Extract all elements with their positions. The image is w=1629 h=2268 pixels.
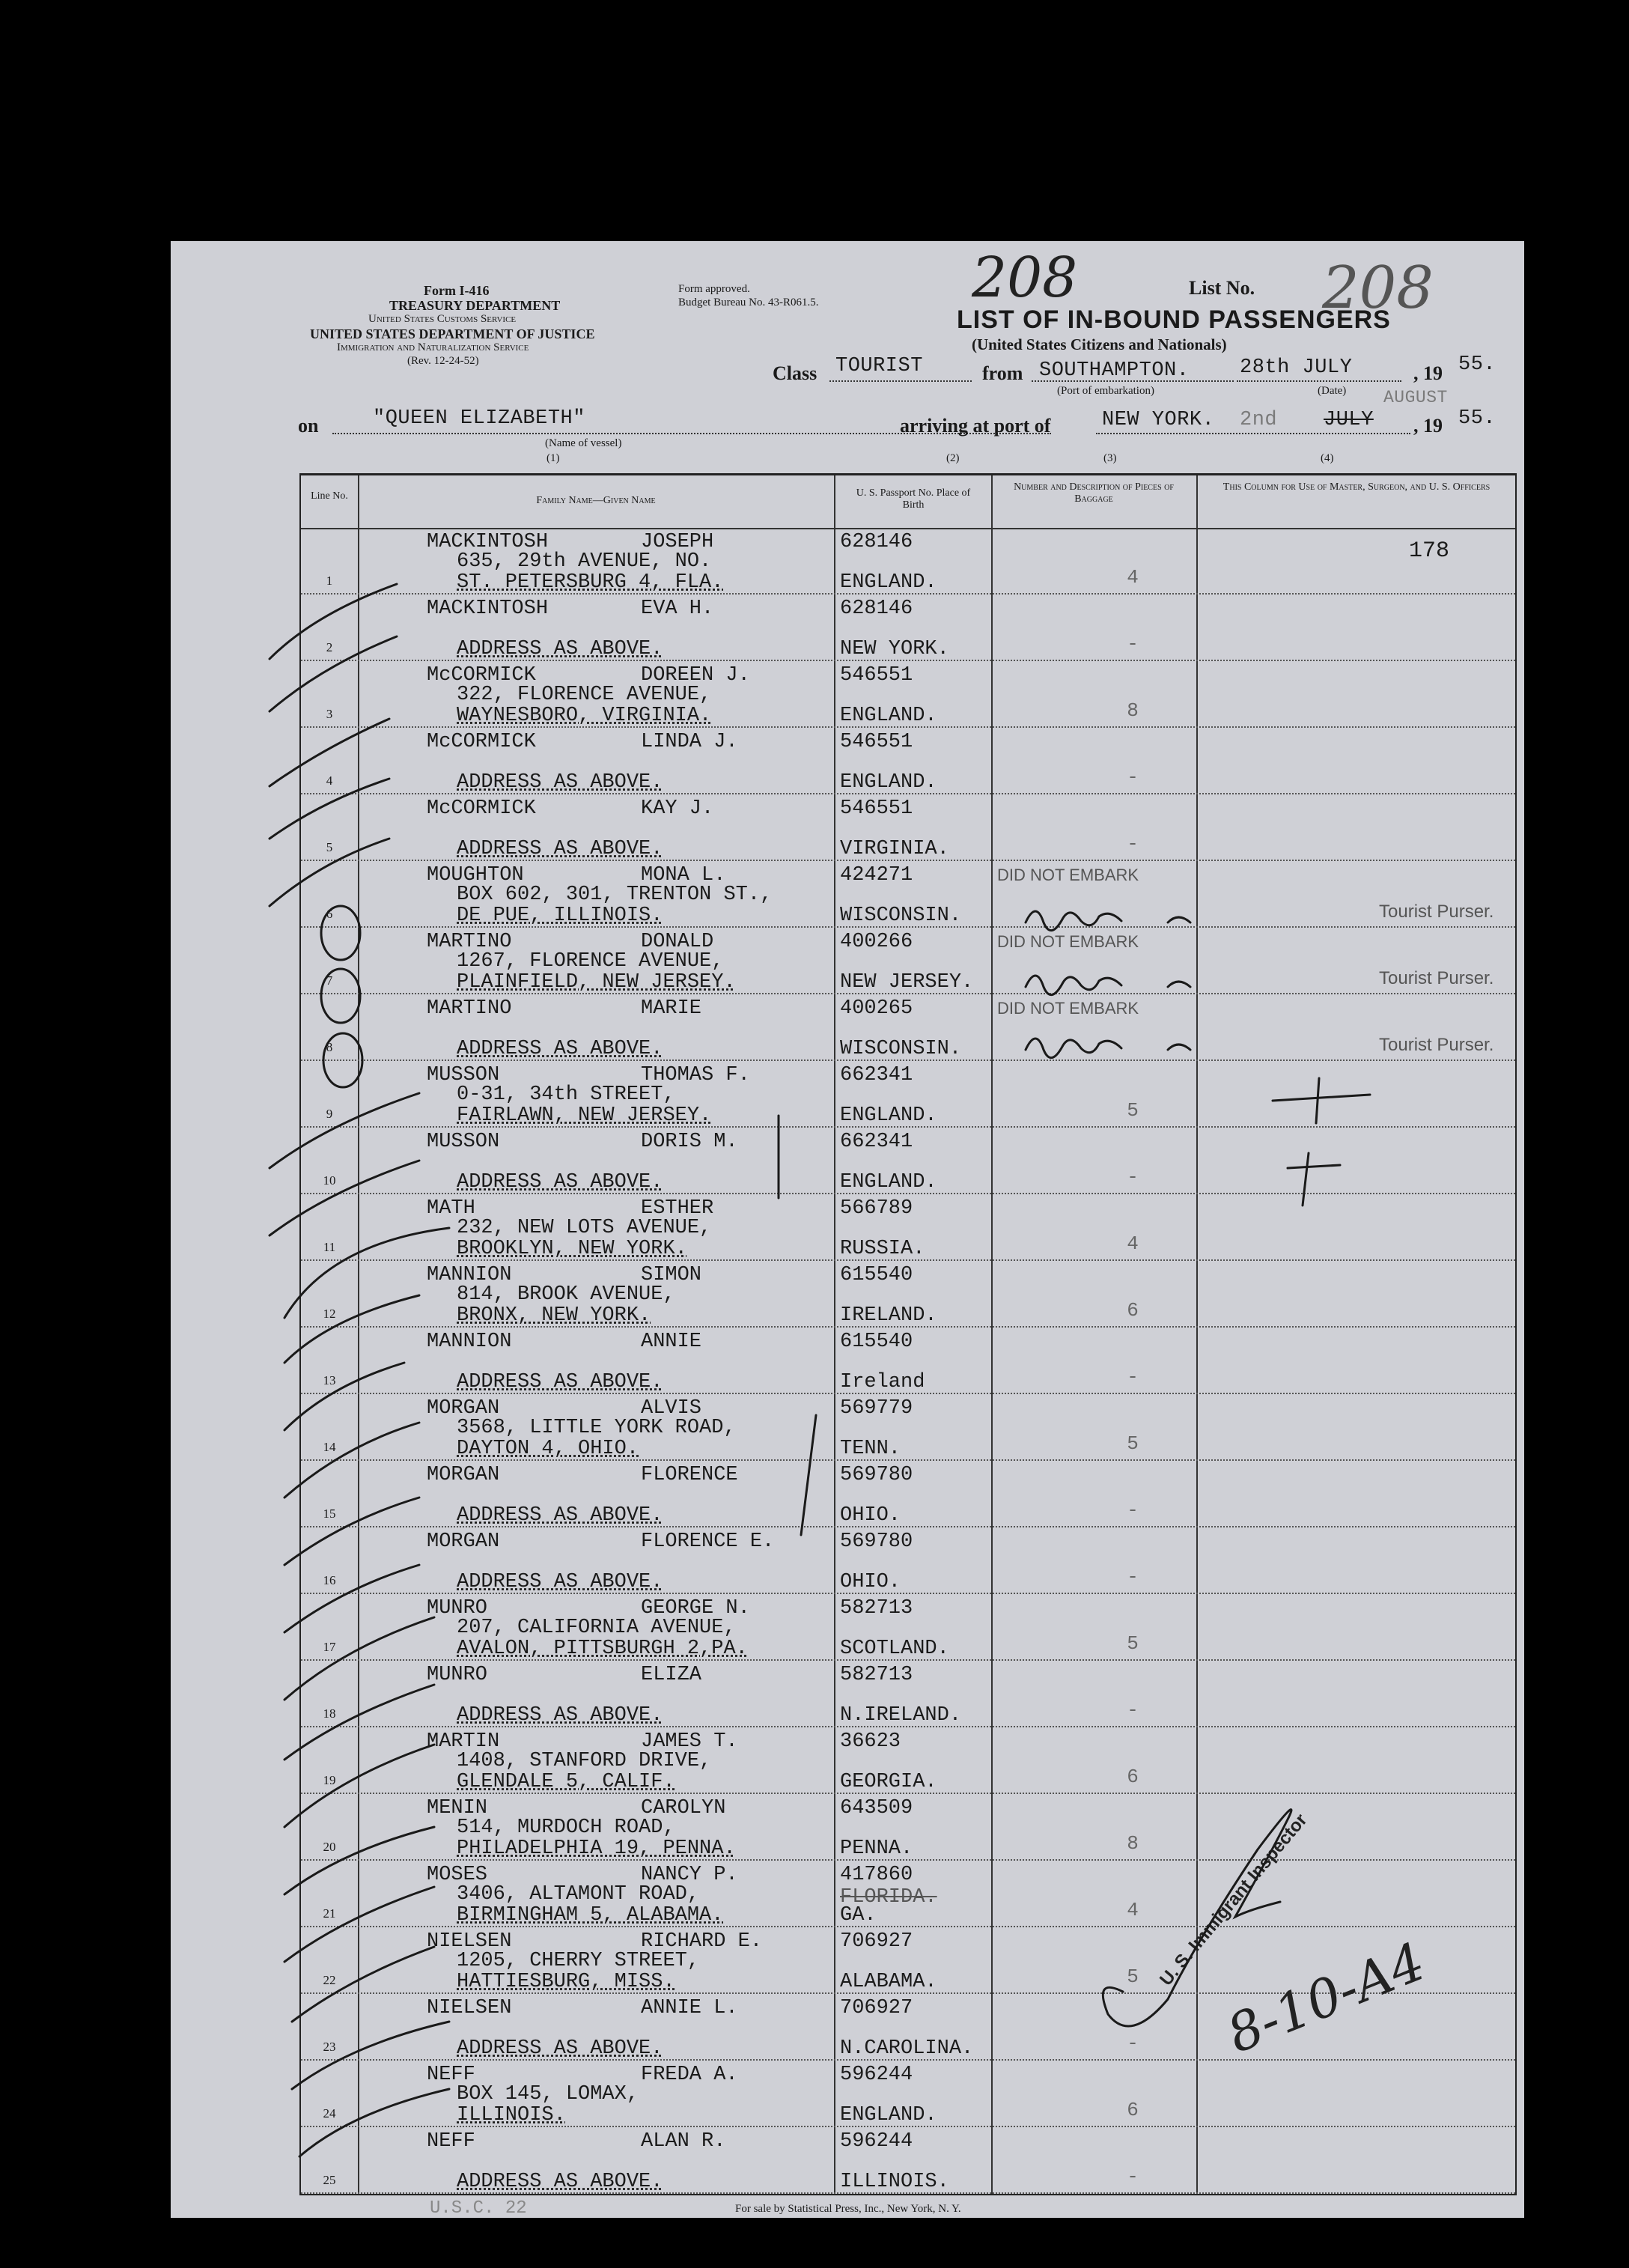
passport-number: 569779 [840, 1397, 913, 1420]
vessel-name: "QUEEN ELIZABETH" [373, 407, 585, 430]
given-name: THOMAS F. [641, 1064, 750, 1086]
family-name: McCORMICK [427, 797, 536, 820]
family-name: MACKINTOSH [427, 598, 549, 620]
passenger-row [301, 1328, 1515, 1394]
given-name: MONA L. [641, 864, 726, 887]
purser-note: Tourist Purser. [1379, 902, 1494, 922]
date-value: 28th JULY [1240, 356, 1353, 379]
family-name: MUNRO [427, 1597, 488, 1620]
address-line-2: ADDRESS AS ABOVE. [457, 1704, 663, 1727]
place-of-birth: ALABAMA. [840, 1971, 937, 1993]
passenger-row [301, 595, 1515, 661]
baggage-count: 4 [1127, 566, 1139, 589]
passport-number: 596244 [840, 2064, 913, 2086]
line-number: 21 [323, 1906, 336, 1921]
line-number: 18 [323, 1706, 336, 1721]
place-of-birth: ENGLAND. [840, 2104, 937, 2126]
date-caption: (Date) [1318, 385, 1347, 397]
family-name: MANNION [427, 1331, 512, 1353]
passenger-row [301, 861, 1515, 928]
passenger-row [301, 1661, 1515, 1727]
given-name: JOSEPH [641, 531, 714, 553]
address-line-1: 635, 29th AVENUE, NO. [457, 550, 712, 573]
address-line-2: ADDRESS AS ABOVE. [457, 1171, 663, 1194]
passenger-row [301, 794, 1515, 861]
line-number: 17 [323, 1640, 336, 1654]
passport-number: 582713 [840, 1664, 913, 1686]
did-not-embark-stamp: DID NOT EMBARK [997, 866, 1139, 884]
place-of-birth: ENGLAND. [840, 571, 937, 594]
year-value-2: 55. [1458, 407, 1496, 430]
class-underline [829, 380, 972, 382]
col-header-line: Line No. [311, 490, 348, 502]
document-title: LIST OF IN-BOUND PASSENGERS [957, 305, 1391, 334]
line-number: 4 [326, 773, 333, 788]
given-name: KAY J. [641, 797, 714, 820]
baggage-count: 4 [1127, 1899, 1139, 1921]
address-line-2: GLENDALE 5, CALIF. [457, 1771, 675, 1793]
baggage-count: 5 [1127, 1099, 1139, 1122]
line-number: 22 [323, 1973, 336, 1987]
address-line-1: 3406, ALTAMONT ROAD, [457, 1883, 700, 1906]
baggage-count: 5 [1127, 1966, 1139, 1988]
passenger-row [301, 1394, 1515, 1461]
vessel-caption: (Name of vessel) [545, 437, 622, 449]
col-header-name: Family Name—Given Name [536, 495, 656, 506]
passport-number: 566789 [840, 1197, 913, 1220]
caption-2: (2) [946, 452, 960, 464]
footer-left-note: U.S.C. 22 [430, 2198, 527, 2219]
family-name: MENIN [427, 1797, 488, 1819]
place-of-birth: Ireland [840, 1371, 925, 1393]
address-line-2: ILLINOIS. [457, 2104, 566, 2126]
family-name: MARTINO [427, 997, 512, 1020]
address-line-2: ADDRESS AS ABOVE. [457, 1571, 663, 1593]
given-name: ANNIE L. [641, 1997, 738, 2019]
from-underline [1032, 380, 1234, 382]
line-number: 25 [323, 2173, 336, 2187]
passport-number: 546551 [840, 797, 913, 820]
address-line-2: PLAINFIELD, NEW JERSEY. [457, 971, 736, 994]
address-line-1: 3568, LITTLE YORK ROAD, [457, 1417, 736, 1439]
given-name: DONALD [641, 931, 714, 953]
passenger-row [301, 728, 1515, 794]
baggage-count: - [1127, 766, 1139, 788]
passport-number: 400265 [840, 997, 913, 1020]
passport-number: 706927 [840, 1930, 913, 1953]
line-number: 3 [326, 707, 333, 721]
arrival-day: 2nd [1240, 409, 1278, 431]
passenger-row [301, 1861, 1515, 1927]
address-line-2: ADDRESS AS ABOVE. [457, 838, 663, 860]
given-name: NANCY P. [641, 1864, 738, 1886]
place-of-birth: ENGLAND. [840, 1171, 937, 1194]
col-header-baggage: Number and Description of Pieces of Baggage [1014, 481, 1174, 505]
address-line-1: 232, NEW LOTS AVENUE, [457, 1217, 712, 1239]
baggage-count: 8 [1127, 1832, 1139, 1855]
line-number: 2 [326, 640, 333, 654]
baggage-count: 8 [1127, 699, 1139, 722]
passport-number: 36623 [840, 1730, 901, 1753]
given-name: ELIZA [641, 1664, 702, 1686]
given-name: SIMON [641, 1264, 702, 1286]
address-line-1: 814, BROOK AVENUE, [457, 1283, 675, 1306]
line-number: 15 [323, 1507, 336, 1521]
address-line-1: 0-31, 34th STREET, [457, 1083, 675, 1106]
passport-number: 424271 [840, 864, 913, 887]
given-name: DORIS M. [641, 1131, 738, 1153]
passport-number: 615540 [840, 1331, 913, 1353]
arrival-underline [1096, 433, 1410, 434]
passport-number: 662341 [840, 1064, 913, 1086]
arriving-label: arriving at port of [900, 415, 1051, 437]
family-name: MORGAN [427, 1397, 500, 1420]
officer-note: 178 [1409, 538, 1450, 564]
line-number: 1 [326, 574, 333, 588]
line-number: 10 [323, 1173, 336, 1188]
baggage-count: 5 [1127, 1432, 1139, 1455]
line-number: 11 [323, 1240, 336, 1254]
arrival-port: NEW YORK. [1102, 409, 1215, 431]
baggage-count: - [1127, 1166, 1139, 1188]
address-line-2: ADDRESS AS ABOVE. [457, 1504, 663, 1527]
manifest-sheet [171, 241, 1524, 2218]
passenger-row [301, 1128, 1515, 1194]
passenger-row [301, 1594, 1515, 1661]
address-line-1: 514, MURDOCH ROAD, [457, 1816, 675, 1839]
given-name: ANNIE [641, 1331, 702, 1353]
baggage-count: - [1127, 1566, 1139, 1588]
passenger-row [301, 1261, 1515, 1328]
place-of-birth: N.CAROLINA. [840, 2037, 974, 2060]
family-name: NEFF [427, 2130, 475, 2153]
passport-number: 400266 [840, 931, 913, 953]
form-approved: Form approved. [678, 283, 750, 295]
treasury-dept: TREASURY DEPARTMENT [389, 298, 561, 313]
baggage-count: 6 [1127, 1766, 1139, 1788]
passenger-row [301, 1727, 1515, 1794]
address-line-2: ADDRESS AS ABOVE. [457, 771, 663, 794]
passport-number: 417860 [840, 1864, 913, 1886]
class-value: TOURIST [835, 355, 923, 377]
place-of-birth: GA. [840, 1904, 877, 1927]
line-number: 23 [323, 2040, 336, 2054]
family-name: McCORMICK [427, 664, 536, 687]
given-name: JAMES T. [641, 1730, 738, 1753]
passenger-row [301, 2127, 1515, 2194]
passport-number: 628146 [840, 531, 913, 553]
class-label: Class [773, 362, 817, 384]
did-not-embark-stamp: DID NOT EMBARK [997, 999, 1139, 1018]
address-line-2: WAYNESBORO, VIRGINIA. [457, 705, 712, 727]
place-of-birth: WISCONSIN. [840, 905, 962, 927]
baggage-count: 6 [1127, 1299, 1139, 1322]
family-name: MOUGHTON [427, 864, 524, 887]
col-header-officers: This Column for Use of Master, Surgeon, and U. S. Officers [1222, 481, 1491, 493]
budget-bureau: Budget Bureau No. 43-R061.5. [678, 297, 819, 308]
list-no-value: 208 [1322, 255, 1434, 322]
passport-number: 546551 [840, 731, 913, 753]
port-embark-caption: (Port of embarkation) [1057, 385, 1154, 397]
on-label: on [298, 415, 319, 437]
baggage-count: - [1127, 1499, 1139, 1521]
given-name: CAROLYN [641, 1797, 726, 1819]
passenger-row [301, 1061, 1515, 1128]
arrival-month-corrected: AUGUST [1383, 388, 1448, 407]
baggage-count: 4 [1127, 1232, 1139, 1255]
passport-number: 546551 [840, 664, 913, 687]
place-of-birth: ENGLAND. [840, 771, 937, 794]
purser-note: Tourist Purser. [1379, 968, 1494, 988]
baggage-count: - [1127, 2032, 1139, 2055]
passenger-row [301, 1794, 1515, 1861]
address-line-2: ADDRESS AS ABOVE. [457, 1038, 663, 1060]
place-of-birth: OHIO. [840, 1571, 901, 1593]
line-number: 5 [326, 840, 333, 854]
place-of-birth: IRELAND. [840, 1304, 937, 1327]
family-name: McCORMICK [427, 731, 536, 753]
from-value: SOUTHAMPTON. [1039, 359, 1190, 382]
passport-number: 615540 [840, 1264, 913, 1286]
passport-number: 628146 [840, 598, 913, 620]
place-of-birth: NEW YORK. [840, 638, 949, 660]
inspector-stamp: U. S. Immigrant Inspector [1156, 1810, 1312, 1990]
line-number: 14 [323, 1440, 336, 1454]
given-name: LINDA J. [641, 731, 738, 753]
passport-number: 569780 [840, 1530, 913, 1553]
given-name: ALVIS [641, 1397, 702, 1420]
address-line-2: AVALON, PITTSBURGH 2,PA. [457, 1638, 748, 1660]
address-line-2: DE PUE, ILLINOIS. [457, 905, 663, 927]
line-number: 8 [326, 1040, 333, 1054]
passenger-row [301, 528, 1515, 595]
family-name: NEFF [427, 2064, 475, 2086]
line-number: 19 [323, 1773, 336, 1787]
place-of-birth: ENGLAND. [840, 1104, 937, 1127]
place-of-birth: SCOTLAND. [840, 1638, 949, 1660]
passport-number: 706927 [840, 1997, 913, 2019]
year-prefix-1: , 19 [1413, 362, 1443, 384]
baggage-count: - [1127, 633, 1139, 655]
handwritten-number: 208 [972, 246, 1078, 310]
date-underline [1237, 380, 1401, 382]
family-name: NIELSEN [427, 1997, 512, 2019]
given-name: ALAN R. [641, 2130, 726, 2153]
place-of-birth: WISCONSIN. [840, 1038, 962, 1060]
ins-service: Immigration and Naturalization Service [337, 341, 529, 353]
family-name: MUNRO [427, 1664, 488, 1686]
given-name: EVA H. [641, 598, 714, 620]
baggage-count: - [1127, 1699, 1139, 1721]
address-line-1: BOX 145, LOMAX, [457, 2083, 639, 2106]
given-name: RICHARD E. [641, 1930, 763, 1953]
passenger-table [299, 473, 1517, 2195]
family-name: MORGAN [427, 1530, 500, 1553]
family-name: MUSSON [427, 1131, 500, 1153]
passenger-row [301, 928, 1515, 994]
passenger-row [301, 1527, 1515, 1594]
family-name: MARTINO [427, 931, 512, 953]
document-subtitle: (United States Citizens and Nationals) [972, 335, 1227, 353]
baggage-count: 6 [1127, 2099, 1139, 2121]
passenger-row [301, 1461, 1515, 1527]
address-line-1: BOX 602, 301, TRENTON ST., [457, 884, 773, 906]
inspector-date: 8-10-A4 [1219, 1930, 1434, 2066]
place-of-birth: ENGLAND. [840, 705, 937, 727]
did-not-embark-stamp: DID NOT EMBARK [997, 932, 1139, 951]
passenger-row [301, 1194, 1515, 1261]
line-number: 6 [326, 907, 333, 921]
given-name: GEORGE N. [641, 1597, 750, 1620]
baggage-count: 5 [1127, 1632, 1139, 1655]
place-of-birth: NEW JERSEY. [840, 971, 974, 994]
family-name: MATH [427, 1197, 475, 1220]
address-line-2: ADDRESS AS ABOVE. [457, 638, 663, 660]
list-no-label: List No. [1189, 277, 1255, 299]
given-name: MARIE [641, 997, 702, 1020]
form-number: Form I-416 [424, 283, 490, 298]
place-of-birth: PENNA. [840, 1837, 913, 1860]
line-number: 16 [323, 1573, 336, 1587]
family-name: MARTIN [427, 1730, 500, 1753]
line-number: 12 [323, 1307, 336, 1321]
caption-1: (1) [546, 452, 560, 464]
line-number: 20 [323, 1840, 336, 1854]
line-number: 7 [326, 973, 333, 988]
place-of-birth: N.IRELAND. [840, 1704, 962, 1727]
address-line-2: FAIRLAWN, NEW JERSEY. [457, 1104, 712, 1127]
place-of-birth: ILLINOIS. [840, 2171, 949, 2193]
family-name: MOSES [427, 1864, 488, 1886]
year-value-1: 55. [1458, 353, 1496, 376]
passenger-row [301, 994, 1515, 1061]
passport-number: 643509 [840, 1797, 913, 1819]
year-prefix-2: , 19 [1413, 415, 1443, 437]
line-number: 13 [323, 1373, 336, 1387]
baggage-count: - [1127, 1366, 1139, 1388]
address-line-1: 207, CALIFORNIA AVENUE, [457, 1617, 736, 1639]
address-line-1: 322, FLORENCE AVENUE, [457, 684, 712, 706]
caption-3: (3) [1103, 452, 1117, 464]
address-line-2: ADDRESS AS ABOVE. [457, 2037, 663, 2060]
place-of-birth: TENN. [840, 1438, 901, 1460]
purser-note: Tourist Purser. [1379, 1035, 1494, 1055]
passport-number: 582713 [840, 1597, 913, 1620]
passport-number: 569780 [840, 1464, 913, 1486]
address-line-2: BIRMINGHAM 5, ALABAMA. [457, 1904, 724, 1927]
col-header-passport: U. S. Passport No. Place of Birth [856, 487, 971, 511]
line-number: 9 [326, 1107, 333, 1121]
place-of-birth: RUSSIA. [840, 1238, 925, 1260]
address-line-1: 1205, CHERRY STREET, [457, 1950, 700, 1972]
passenger-row [301, 2061, 1515, 2127]
baggage-count: - [1127, 2165, 1139, 2188]
passenger-row [301, 661, 1515, 728]
family-name: MUSSON [427, 1064, 500, 1086]
address-line-2: ADDRESS AS ABOVE. [457, 2171, 663, 2193]
line-number: 24 [323, 2106, 336, 2120]
caption-4: (4) [1321, 452, 1334, 464]
place-of-birth: OHIO. [840, 1504, 901, 1527]
arrival-month-struck: JULY [1324, 409, 1374, 431]
justice-dept: UNITED STATES DEPARTMENT OF JUSTICE [310, 326, 595, 341]
customs-service: United States Customs Service [368, 313, 517, 325]
place-of-birth-struck: FLORIDA. [840, 1886, 937, 1909]
address-line-2: BROOKLYN, NEW YORK. [457, 1238, 687, 1260]
footer-printer: For sale by Statistical Press, Inc., New York, N. Y. [735, 2203, 961, 2215]
passport-number: 662341 [840, 1131, 913, 1153]
address-line-2: PHILADELPHIA 19, PENNA. [457, 1837, 736, 1860]
given-name: FLORENCE E. [641, 1530, 775, 1553]
address-line-2: DAYTON 4, OHIO. [457, 1438, 639, 1460]
family-name: MORGAN [427, 1464, 500, 1486]
address-line-2: ADDRESS AS ABOVE. [457, 1371, 663, 1393]
place-of-birth: GEORGIA. [840, 1771, 937, 1793]
family-name: MACKINTOSH [427, 531, 549, 553]
given-name: FLORENCE [641, 1464, 738, 1486]
address-line-2: HATTIESBURG, MISS. [457, 1971, 675, 1993]
address-line-2: BRONX, NEW YORK. [457, 1304, 651, 1327]
revision: (Rev. 12-24-52) [407, 355, 479, 367]
baggage-count: - [1127, 833, 1139, 855]
given-name: DOREEN J. [641, 664, 750, 687]
from-label: from [982, 362, 1023, 384]
address-line-2: ST. PETERSBURG 4, FLA. [457, 571, 724, 594]
family-name: NIELSEN [427, 1930, 512, 1953]
given-name: ESTHER [641, 1197, 714, 1220]
place-of-birth: VIRGINIA. [840, 838, 949, 860]
passport-number: 596244 [840, 2130, 913, 2153]
given-name: FREDA A. [641, 2064, 738, 2086]
address-line-1: 1408, STANFORD DRIVE, [457, 1750, 712, 1772]
address-line-1: 1267, FLORENCE AVENUE, [457, 950, 724, 973]
family-name: MANNION [427, 1264, 512, 1286]
